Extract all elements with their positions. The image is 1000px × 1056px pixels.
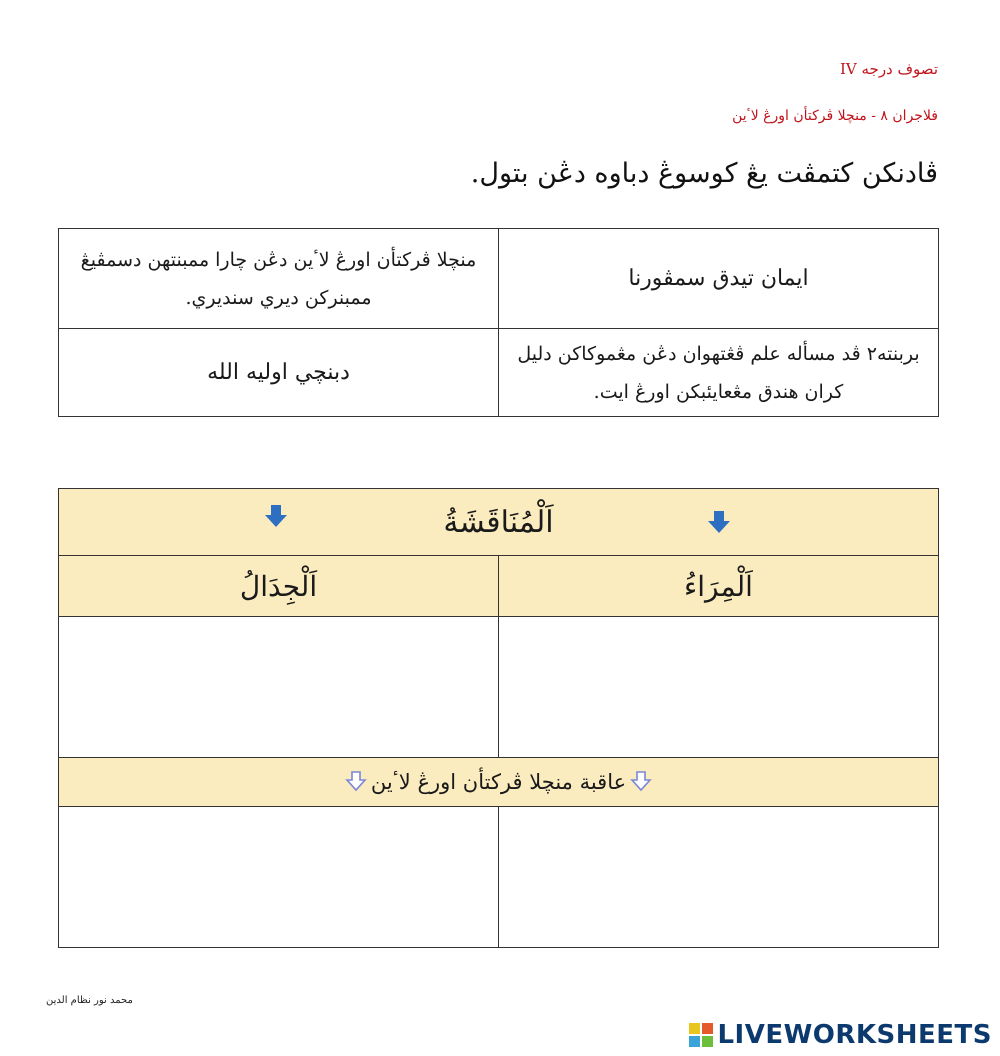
- topic-line: فلاجران ٨ - منچلا ڤركتأن اورڠ لاٴين: [732, 108, 938, 124]
- match-cell-left-2: دبنچي اوليه الله: [59, 329, 499, 417]
- match-cell-right-1: ايمان تيدق سمڤورنا: [499, 229, 939, 329]
- outline-arrow-down-icon: [345, 770, 367, 792]
- liveworksheets-logo-icon: [689, 1023, 713, 1047]
- match-cell-right-2: بربنته٢ ڤد مسأله علم ڤڠتهوان دڠن مڠموكاكن دليل كران هندق مڠعايئبكن اورڠ ايت.: [499, 329, 939, 417]
- answer-box-consequence-left[interactable]: [59, 807, 499, 948]
- brand-name: LIVEWORKSHEETS: [717, 1020, 992, 1050]
- liveworksheets-logo[interactable]: [689, 1020, 992, 1050]
- arrow-down-icon: [706, 509, 732, 535]
- concept-heading: اَلْمُنَاقَشَةُ: [443, 504, 554, 540]
- concept-table: [58, 488, 939, 948]
- answer-box-mira[interactable]: [499, 617, 939, 758]
- consequence-band: [59, 758, 939, 807]
- match-row: [59, 229, 939, 329]
- match-cell-left-1: منچلا ڤركتأن اورڠ لاٴين دڠن چارا ممبنتهن دسمڤيڠ ممبنركن ديري سنديري.: [59, 229, 499, 329]
- consequence-label: عاقبة منچلا ڤركتأن اورڠ لاٴين: [370, 770, 627, 794]
- instruction-title: ڤادنكن كتمڤت يڠ كوسوڠ دباوه دڠن بتول.: [470, 158, 938, 189]
- answer-box-jidal[interactable]: [59, 617, 499, 758]
- author-signature: محمد نور نظام الدين: [46, 995, 133, 1006]
- column-heading-mira: اَلْمِرَاءُ: [499, 556, 939, 617]
- answer-box-consequence-right[interactable]: [499, 807, 939, 948]
- match-row: [59, 329, 939, 417]
- arrow-down-icon: [263, 503, 289, 529]
- outline-arrow-down-icon: [630, 770, 652, 792]
- match-table: [58, 228, 939, 417]
- subject-line: تصوف درجه IV: [839, 60, 938, 78]
- concept-heading-cell: [59, 489, 939, 556]
- column-heading-jidal: اَلْجِدَالُ: [59, 556, 499, 617]
